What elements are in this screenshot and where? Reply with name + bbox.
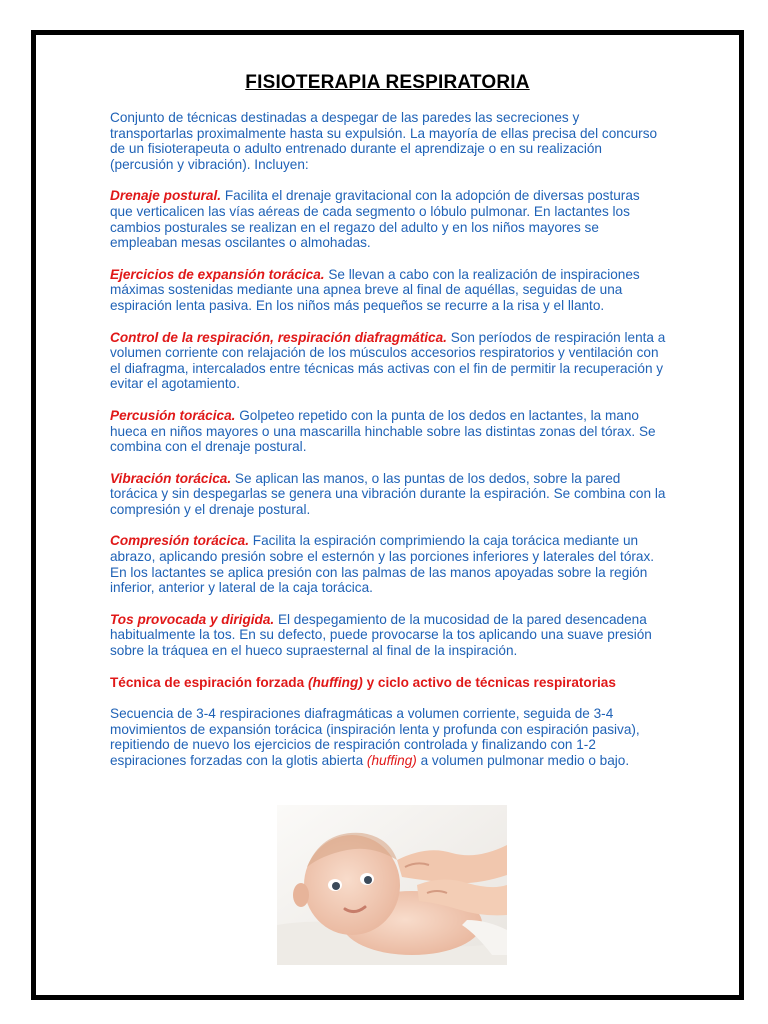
term-label: Ejercicios de expansión torácica.: [110, 266, 325, 282]
term-label: Compresión torácica.: [110, 533, 249, 549]
term-description: Se aplican las manos, o las puntas de los dedos, sobre la pared torácica y sin despegarlas se genera una vibración durante la espiración. Se combina con la compresión y el drenaje postural.: [110, 470, 666, 517]
paragraph-text: Secuencia de 3-4 respiraciones diafragmáticas a volumen corriente, seguida de 3-4 movimientos de expansión torácica (inspiración lenta y profunda con espiración pasiva), repitiendo de nuevo los ejercicios de respiración controlada y finalizando con 1-2 espiraciones forzadas con la glotis abierta: [110, 706, 640, 768]
term-description: Se llevan a cabo con la realización de inspiraciones máximas sostenidas mediante una apnea breve al final de aquéllas, seguidas de una espiración lenta pasiva. En los niños más pequeños se recurre a la risa y el llanto.: [110, 266, 640, 313]
term-description: El despegamiento de la mucosidad de la pared desencadena habitualmente la tos. En su defecto, puede provocarse la tos aplicando una suave presión sobre la tráquea en el hueco supraesternal al final de la inspiración.: [110, 611, 652, 659]
heading-text: Técnica de espiración forzada: [110, 674, 308, 690]
huffing-heading: [110, 675, 666, 691]
section-compresion: [110, 533, 666, 595]
heading-italic-term: (huffing): [307, 674, 363, 690]
term-label: Control de la respiración, respiración diafragmática.: [110, 329, 447, 345]
term-description: Facilita la espiración comprimiendo la caja torácica mediante un abrazo, aplicando presión sobre el esternón y las porciones inferiores y laterales del tórax. En los lactantes se aplica presión con las palmas de las manos apoyadas sobre la región inferior, anterior y lateral de la caja torácica.: [110, 533, 655, 596]
heading-text-end: y ciclo activo de técnicas respiratorias: [362, 674, 616, 690]
document-body: [110, 110, 666, 785]
section-control-respiracion: [110, 330, 666, 392]
section-vibracion: [110, 471, 666, 518]
term-label: Tos provocada y dirigida.: [110, 611, 275, 627]
paragraph-italic-term: (huffing): [366, 753, 417, 768]
term-label: Percusión torácica.: [110, 407, 236, 423]
section-ejercicios-expansion: [110, 267, 666, 314]
huffing-paragraph: [110, 706, 666, 768]
baby-photo: [277, 805, 507, 965]
section-percusion: [110, 408, 666, 455]
intro-paragraph: Conjunto de técnicas destinadas a despegar de las paredes las secreciones y transportarlas proximalmente hasta su expulsión. La mayoría de ellas precisa del concurso de un fisioterapeuta o adulto entrenado durante el aprendizaje o en su realización (percusión y vibración). Incluyen:: [110, 110, 658, 172]
term-description: Facilita el drenaje gravitacional con la adopción de diversas posturas que verticalicen las vías aéreas de cada segmento o lóbulo pulmonar. En lactantes los cambios posturales se realizan en el regazo del adulto y en los niños mayores se empleaban mesas oscilantes o almohadas.: [110, 188, 640, 251]
section-tos-provocada: [110, 612, 666, 659]
paragraph-text-end: a volumen pulmonar medio o bajo.: [416, 753, 630, 768]
term-description: Golpeteo repetido con la punta de los dedos en lactantes, la mano hueca en niños mayores o una mascarilla hinchable sobre las distintas zonas del tórax. Se combina con el drenaje postural.: [110, 407, 656, 455]
term-description: Son períodos de respiración lenta a volumen corriente con relajación de los músculos accesorios respiratorios y ventilación con el diafragma, intercalados entre técnicas más activas con el fin de permitir la recuperación y evitar el agotamiento.: [110, 329, 666, 392]
section-drenaje-postural: [110, 188, 666, 250]
page-border: [31, 30, 744, 1000]
baby-illustration: [277, 805, 507, 965]
term-label: Drenaje postural.: [110, 188, 222, 204]
term-label: Vibración torácica.: [110, 470, 232, 486]
page-title: FISIOTERAPIA RESPIRATORIA: [245, 72, 530, 93]
